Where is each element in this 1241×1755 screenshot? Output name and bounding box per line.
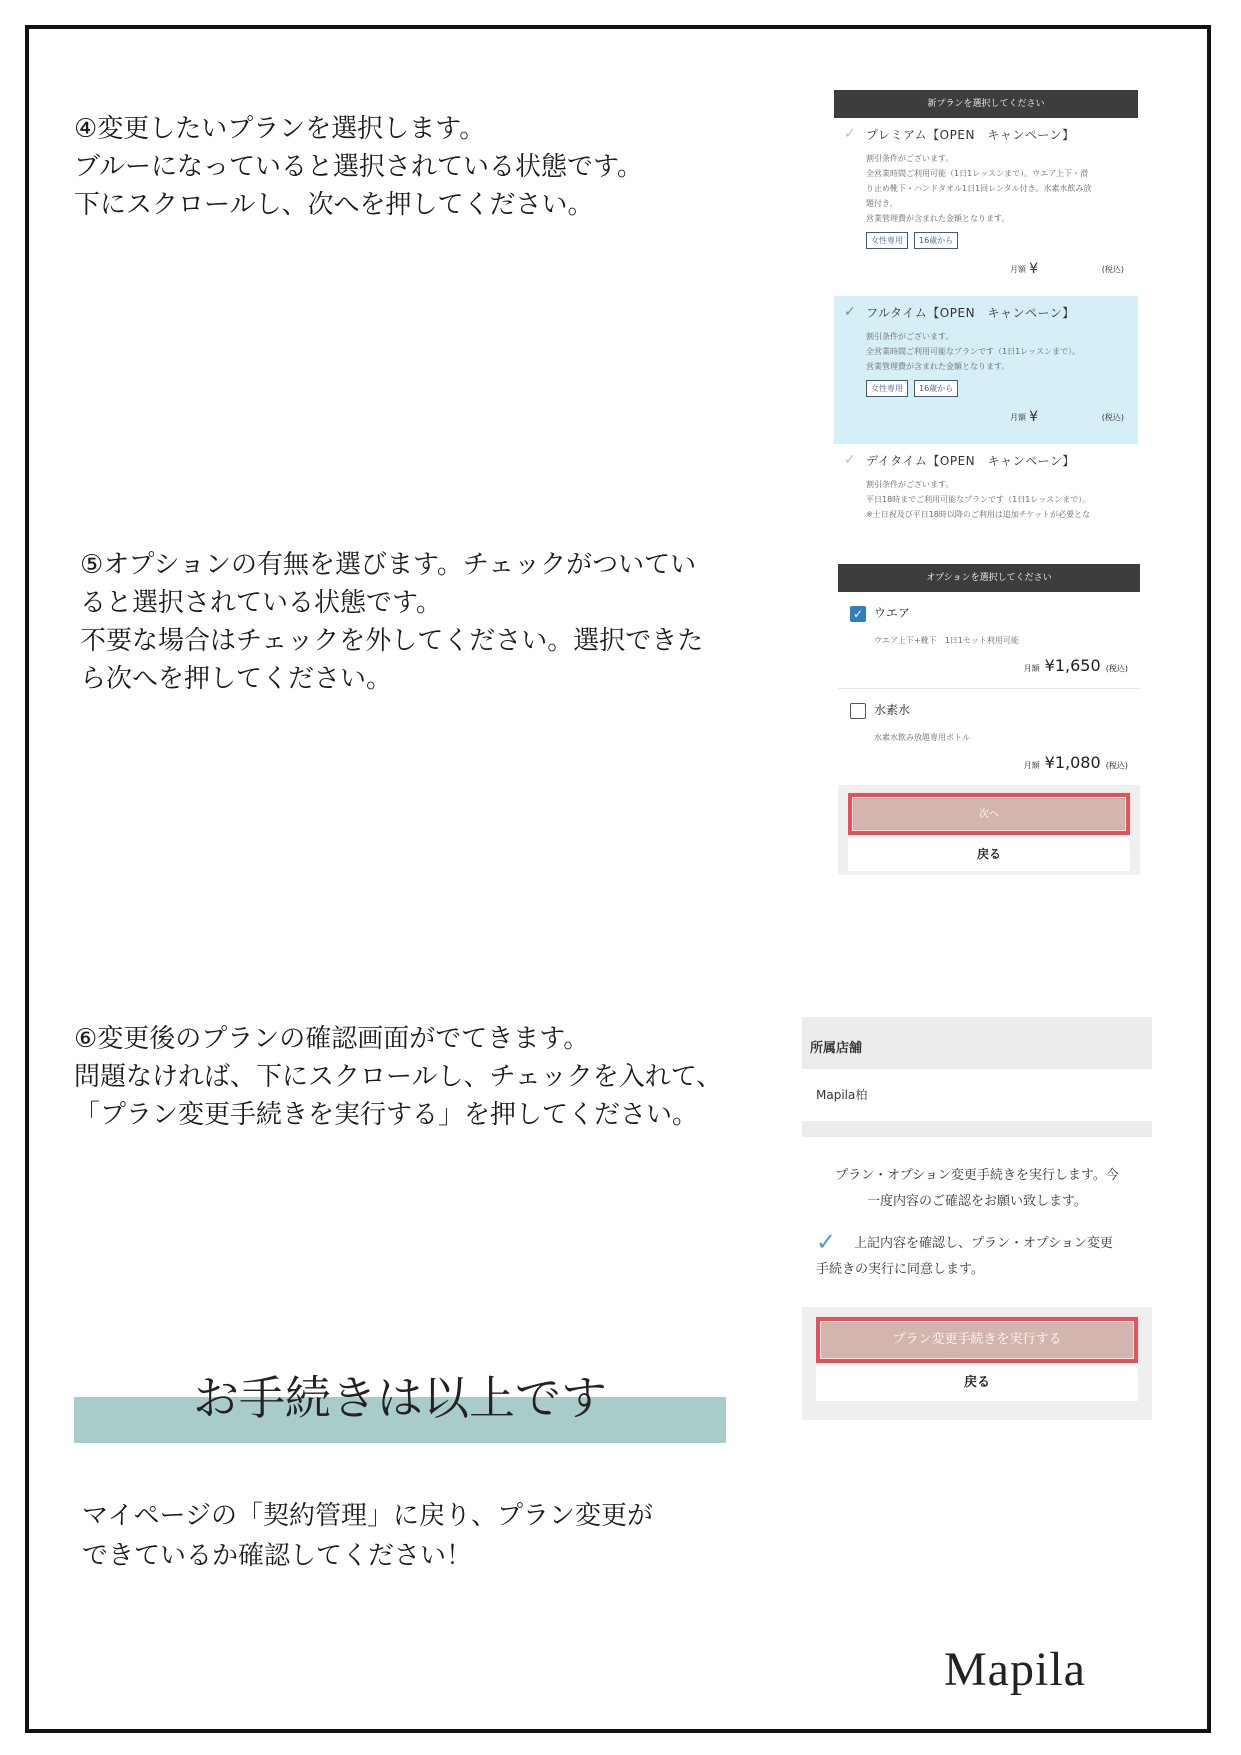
plan-desc-line: 平日18時までご利用可能なプランです（1日1レッスンまで）。 xyxy=(866,495,1091,504)
checkbox-checked[interactable]: ✓ xyxy=(850,606,866,622)
option-price xyxy=(850,656,1128,675)
option-description: 水素水飲み放題専用ボトル xyxy=(874,733,970,742)
option-name: ウエア xyxy=(874,606,911,620)
plan-desc-line: 全営業時間ご利用可能（1日1レッスンまで）。ウエア上下・滑 xyxy=(866,169,1089,178)
plan-option-daytime[interactable] xyxy=(834,444,1138,526)
step5-line: ると選択されている状態です。 xyxy=(80,588,442,618)
option-select-screenshot xyxy=(838,564,1140,876)
plan-name: プレミアム【OPEN キャンペーン】 xyxy=(866,128,1075,142)
step5-line: ら次へを押してください。 xyxy=(80,664,393,694)
price-value: ¥1,650 xyxy=(1044,656,1101,675)
back-button[interactable]: 戻る xyxy=(816,1365,1138,1401)
option-wear[interactable] xyxy=(838,592,1140,688)
agree-line: 上記内容を確認し、プラン・オプション変更 xyxy=(854,1236,1113,1251)
checkbox-unchecked[interactable] xyxy=(850,703,866,719)
back-button[interactable]: 戻る xyxy=(848,837,1130,871)
plan-name: フルタイム【OPEN キャンペーン】 xyxy=(866,306,1075,320)
final-instructions xyxy=(82,1496,653,1576)
final-line: できているか確認してください！ xyxy=(82,1541,473,1571)
tax-label: (税込) xyxy=(1101,265,1124,274)
agree-checkbox[interactable] xyxy=(802,1228,1152,1283)
step4-line: ブルーになっていると選択されている状態です。 xyxy=(74,152,643,182)
plan-desc-line: 題付き。 xyxy=(866,199,898,208)
option-button-area xyxy=(838,785,1140,875)
check-icon: ✓ xyxy=(816,1228,837,1256)
plan-tags xyxy=(866,232,1126,249)
final-line: マイページの「契約管理」に戻り、プラン変更が xyxy=(82,1501,653,1531)
store-name: Mapila柏 xyxy=(816,1088,868,1102)
step4-instructions xyxy=(74,110,643,224)
tax-label: (税込) xyxy=(1101,413,1124,422)
brand-logo-text: Mapila xyxy=(944,1643,1086,1696)
check-icon: ✓ xyxy=(844,126,856,142)
step4-line: 下にスクロールし、次へを押してください。 xyxy=(74,190,594,220)
plan-description xyxy=(866,477,1126,522)
execute-button-area xyxy=(802,1307,1152,1420)
step6-instructions xyxy=(74,1020,722,1134)
store-section-title: 所属店舗 xyxy=(802,1017,1152,1069)
section-divider xyxy=(802,1121,1152,1137)
step6-line: 問題なければ、下にスクロールし、チェックを入れて、 xyxy=(74,1062,723,1092)
check-icon: ✓ xyxy=(844,304,856,320)
option-description: ウエア上下+靴下 1日1セット利用可能 xyxy=(874,636,1019,645)
agree-line: 手続きの実行に同意します。 xyxy=(816,1262,984,1277)
plan-name: デイタイム【OPEN キャンペーン】 xyxy=(866,454,1075,468)
tax-label: (税込) xyxy=(1105,761,1128,770)
monthly-label: 月額 xyxy=(1010,413,1026,422)
yen-sign: ¥ xyxy=(1029,409,1038,425)
plan-desc-line: 営業管理費が含まれた金額となります。 xyxy=(866,362,1010,371)
plan-desc-line: 割引条件がございます。 xyxy=(866,480,954,489)
confirm-message xyxy=(802,1163,1152,1215)
tag-age: 16歳から xyxy=(914,232,958,249)
plan-option-premium[interactable] xyxy=(834,118,1138,296)
plan-tags xyxy=(866,380,1126,397)
plan-desc-line: ※土日祝及び平日18時以降のご利用は追加チケットが必要とな xyxy=(866,510,1091,519)
execute-plan-change-button[interactable]: プラン変更手続きを実行する xyxy=(821,1322,1133,1358)
tag-women-only: 女性専用 xyxy=(866,232,908,249)
tag-women-only: 女性専用 xyxy=(866,380,908,397)
step6-line: ⑥変更後のプランの確認画面がでてきます。 xyxy=(74,1024,590,1054)
plan-desc-line: 営業管理費が含まれた金額となります。 xyxy=(866,214,1010,223)
plan-description xyxy=(866,329,1126,374)
monthly-label: 月額 xyxy=(1010,265,1026,274)
option-hydrogen-water[interactable] xyxy=(838,689,1140,785)
plan-desc-line: り止め靴下・ハンドタオル1日1回レンタル付き。水素水飲み放 xyxy=(866,184,1092,193)
next-button[interactable]: 次へ xyxy=(853,798,1125,830)
option-name: 水素水 xyxy=(874,703,911,717)
confirm-message-line: プラン・オプション変更手続きを実行します。今 xyxy=(835,1168,1119,1183)
plan-price xyxy=(866,255,1126,277)
plan-description xyxy=(866,151,1126,226)
step5-line: 不要な場合はチェックを外してください。選択できた xyxy=(80,626,704,656)
step4-line: ④変更したいプランを選択します。 xyxy=(74,114,486,144)
monthly-label: 月額 xyxy=(1023,664,1040,673)
tag-age: 16歳から xyxy=(914,380,958,397)
plan-option-fulltime[interactable] xyxy=(834,296,1138,444)
next-button-highlight xyxy=(848,793,1130,835)
confirm-message-line: 一度内容のご確認をお願い致します。 xyxy=(867,1194,1087,1209)
tax-label: (税込) xyxy=(1105,664,1128,673)
completion-title: お手続きは以上です xyxy=(193,1371,607,1425)
option-select-header: オプションを選択してください xyxy=(838,564,1140,592)
plan-select-screenshot xyxy=(834,90,1138,526)
plan-desc-line: 割引条件がございます。 xyxy=(866,332,954,341)
plan-price xyxy=(866,403,1126,425)
check-icon: ✓ xyxy=(844,452,856,468)
step5-instructions xyxy=(80,546,703,698)
step5-line: ⑤オプションの有無を選びます。チェックがついてい xyxy=(80,550,697,580)
yen-sign: ¥ xyxy=(1029,261,1038,277)
plan-select-header: 新プランを選択してください xyxy=(834,90,1138,118)
monthly-label: 月額 xyxy=(1023,761,1040,770)
option-price xyxy=(850,753,1128,772)
plan-desc-line: 全営業時間ご利用可能なプランです（1日1レッスンまで）。 xyxy=(866,347,1081,356)
execute-button-highlight xyxy=(816,1317,1138,1363)
step6-line: 「プラン変更手続きを実行する」を押してください。 xyxy=(74,1100,699,1130)
confirm-screenshot xyxy=(802,1017,1152,1420)
plan-desc-line: 割引条件がございます。 xyxy=(866,154,954,163)
price-value: ¥1,080 xyxy=(1044,753,1101,772)
